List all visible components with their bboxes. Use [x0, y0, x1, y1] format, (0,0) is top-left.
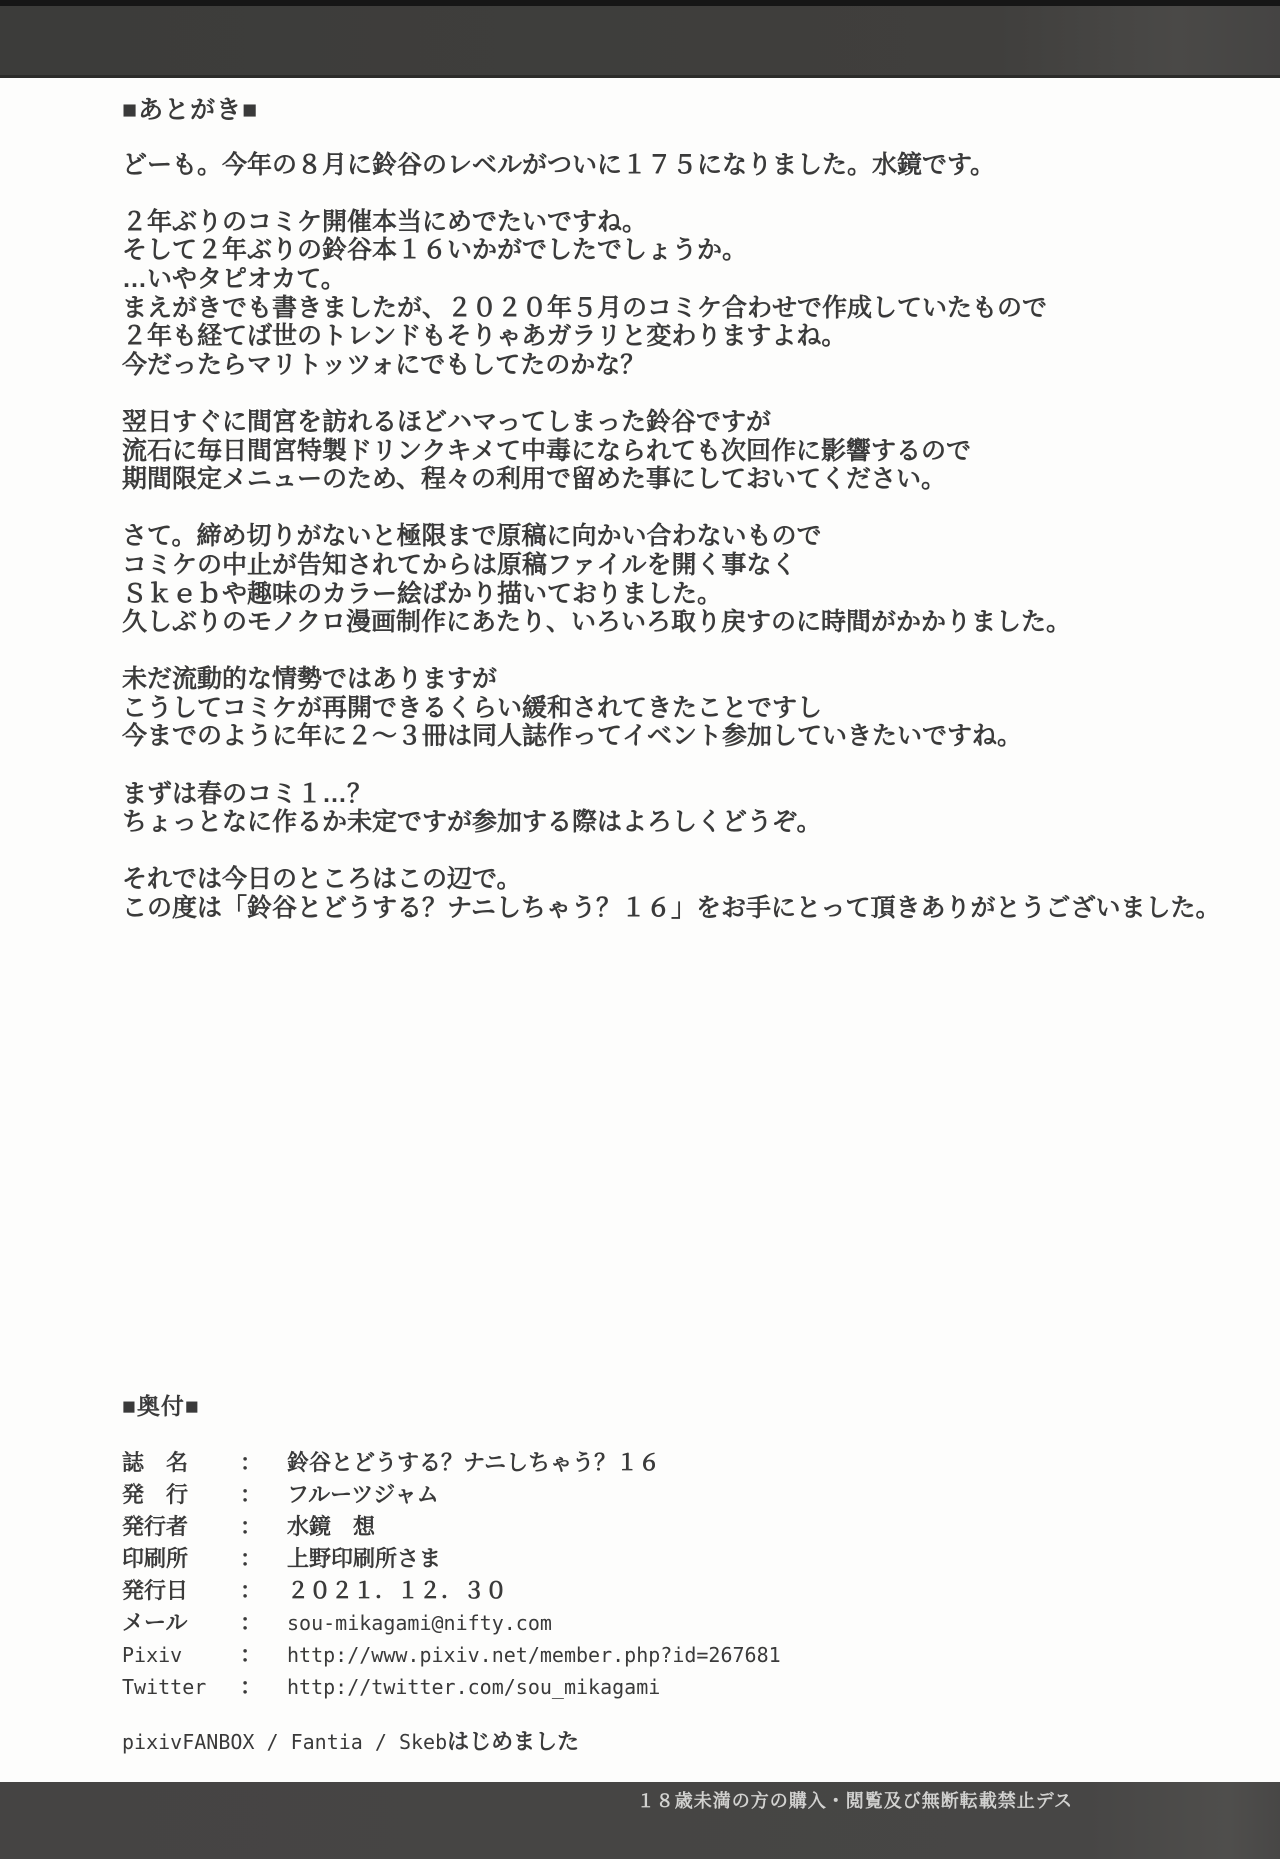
afterword-line: ２年ぶりのコミケ開催本当にめでたいですね。	[122, 207, 648, 236]
afterword-paragraph	[122, 208, 1262, 380]
colophon-note-services: pixivFANBOX / Fantia / Skeb	[122, 1730, 448, 1754]
afterword-paragraph	[122, 151, 1262, 180]
colophon-label: 誌 名	[122, 1450, 189, 1475]
afterword-line: 久しぶりのモノクロ漫画制作にあたり、いろいろ取り戻すのに時間がかかりました。	[122, 608, 1072, 637]
colophon-label: Twitter	[122, 1675, 207, 1699]
colophon-row-publisher	[122, 1479, 1222, 1511]
afterword-paragraph	[122, 522, 1262, 636]
colophon-row-author	[122, 1511, 1222, 1543]
afterword-line: こうしてコミケが再開できるくらい緩和されてきたことですし	[122, 693, 823, 722]
colophon-note-jp: はじめました	[447, 1729, 580, 1754]
afterword-line: まずは春のコミ１…？	[122, 779, 373, 808]
colophon-heading: ■奥付■	[122, 1393, 200, 1419]
bottom-scan-band	[0, 1782, 1280, 1859]
colophon-label: メール	[122, 1610, 188, 1635]
top-scan-band	[0, 0, 1280, 78]
afterword-paragraph	[122, 865, 1262, 922]
afterword-line: 翌日すぐに間宮を訪れるほどハマってしまった鈴谷ですが	[122, 407, 772, 436]
colophon-row-title	[122, 1447, 1222, 1479]
colophon-email: sou-mikagami@nifty.com	[287, 1611, 552, 1635]
colophon-value: 鈴谷とどうする？ナニしちゃう？１６	[287, 1450, 661, 1475]
afterword-line: そして２年ぶりの鈴谷本１６いかがでしたでしょうか。	[122, 236, 748, 265]
colophon-row-pixiv	[122, 1639, 1222, 1671]
afterword-paragraph	[122, 665, 1262, 751]
afterword-line: 今だったらマリトッツォにでもしてたのかな？	[122, 350, 646, 379]
colophon-colon: ：	[240, 1674, 263, 1699]
afterword-line: さて。締め切りがないと極限まで原稿に向かい合わないもので	[122, 522, 822, 551]
colophon-colon: ：	[240, 1514, 263, 1539]
colophon-colon: ：	[240, 1546, 263, 1571]
age-restriction-notice: １８歳未満の方の購入・閲覧及び無断転載禁止デス	[636, 1791, 1073, 1811]
colophon-label: 印刷所	[122, 1546, 189, 1571]
afterword-line: 今までのように年に２～３冊は同人誌作ってイベント参加していきたいですね。	[122, 722, 1023, 751]
colophon-value: 水鏡 想	[287, 1514, 376, 1539]
afterword-line: どーも。今年の８月に鈴谷のレベルがついに１７５になりました。水鏡です。	[122, 150, 996, 179]
colophon-pixiv-url: http://www.pixiv.net/member.php?id=267681	[287, 1643, 781, 1667]
colophon-row-date	[122, 1575, 1222, 1607]
colophon-value: 上野印刷所さま	[287, 1546, 442, 1571]
afterword-line: Ｓｋｅｂや趣味のカラー絵ばかり描いておりました。	[122, 579, 723, 608]
colophon-colon: ：	[240, 1642, 263, 1667]
colophon-label: 発行日	[122, 1578, 189, 1603]
colophon-colon: ：	[240, 1482, 263, 1507]
colophon-colon: ：	[240, 1610, 263, 1635]
colophon-value: ２０２１．１２．３０	[287, 1578, 508, 1603]
afterword-line: 流石に毎日間宮特製ドリンクキメて中毒になられても次回作に影響するので	[122, 436, 972, 465]
afterword-section	[122, 96, 1262, 951]
colophon-row-printer	[122, 1543, 1222, 1575]
colophon-row-twitter	[122, 1671, 1222, 1703]
afterword-line: 期間限定メニューのため、程々の利用で留めた事にしておいてください。	[122, 465, 947, 494]
colophon-label: Pixiv	[122, 1643, 183, 1667]
afterword-line: ちょっとなに作るか未定ですが参加する際はよろしくどうぞ。	[122, 808, 822, 837]
afterword-paragraph	[122, 408, 1262, 494]
colophon-section	[122, 1388, 1222, 1757]
colophon-note	[122, 1727, 1222, 1757]
afterword-line: 未だ流動的な情勢ではありますが	[122, 665, 498, 694]
afterword-paragraph	[122, 780, 1262, 837]
afterword-line: まえがきでも書きましたが、２０２０年５月のコミケ合わせで作成していたもので	[122, 293, 1048, 322]
colophon-twitter-url: http://twitter.com/sou_mikagami	[287, 1675, 661, 1699]
afterword-line: それでは今日のところはこの辺で。	[122, 865, 522, 894]
colophon-row-email	[122, 1607, 1222, 1639]
colophon-label: 発 行	[122, 1482, 189, 1507]
afterword-line: …いやタピオカて。	[122, 264, 346, 293]
colophon-value: フルーツジャム	[287, 1482, 439, 1507]
afterword-line: コミケの中止が告知されてからは原稿ファイルを開く事なく	[122, 550, 797, 579]
afterword-line: ２年も経てば世のトレンドもそりゃあガラリと変わりますよね。	[122, 322, 847, 351]
colophon-colon: ：	[240, 1578, 263, 1603]
afterword-line: この度は「鈴谷とどうする？ナニしちゃう？１６」をお手にとって頂きありがとうございました。	[122, 894, 1221, 923]
colophon-colon: ：	[240, 1450, 263, 1475]
colophon-label: 発行者	[122, 1514, 189, 1539]
afterword-heading: ■あとがき■	[122, 96, 259, 124]
